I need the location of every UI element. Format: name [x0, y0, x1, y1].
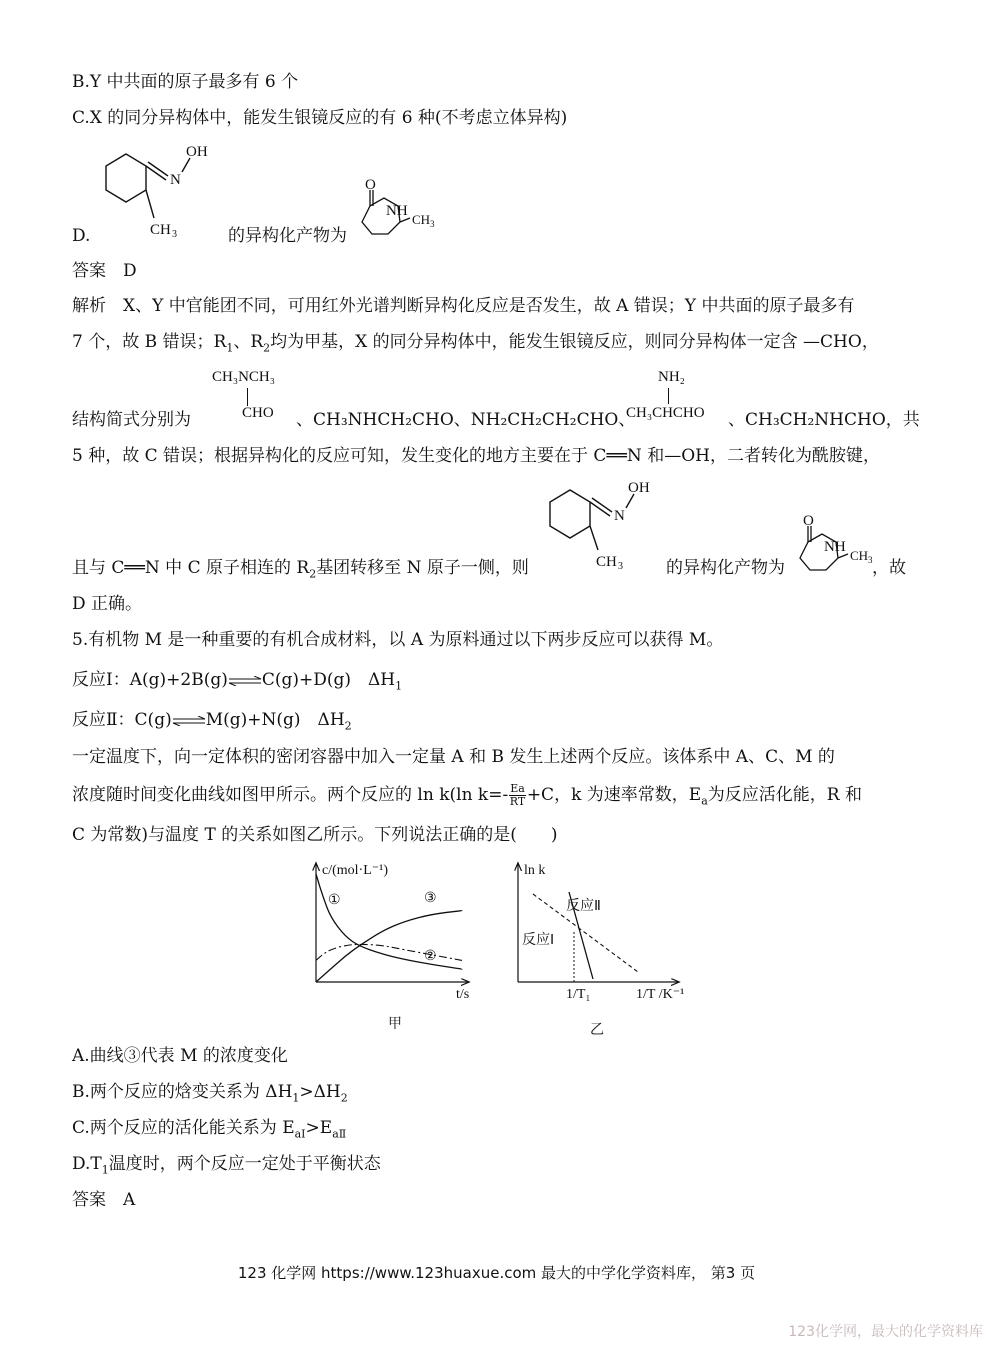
chart-jia-ylabel: c/(mol·L⁻¹): [322, 863, 389, 878]
analysis-line-5a: 且与 C══N 中 C 原子相连的 $R_2$基团转移至 N 原子一侧，则: [72, 558, 529, 581]
svg-text:3: 3: [868, 555, 873, 565]
q5-stem: 5.有机物 M 是一种重要的有机合成材料，以 A 为原料通过以下两步反应可以获得 M。: [72, 630, 724, 650]
q5-paragraph-2: 浓度随时间变化曲线如图甲所示。两个反应的 ln k(ln k=- $\frac{Ea}{RT}$ +C，k 为速率常数，$E_a$为反应活化能，R 和: [72, 782, 862, 808]
option-d-label: D.: [72, 226, 91, 246]
q5-paragraph-3: C 为常数)与温度 T 的关系如图乙所示。下列说法正确的是( ): [72, 825, 558, 845]
analysis-line-5d: 的异构化产物为: [666, 558, 785, 578]
q5-option-c: C.两个反应的活化能关系为 $E_{aⅠ}>E_{aⅡ}$: [72, 1118, 347, 1141]
analysis-line-3a: 结构简式分别为: [72, 410, 191, 430]
option-c: C.X 的同分异构体中，能发生银镜反应的有 6 种(不考虑立体异构): [72, 108, 568, 128]
analysis-line-1: 解析 X、Y 中官能团不同，可用红外光谱判断异构化反应是否发生，故 A 错误；Y 中共面的原子最多有: [72, 296, 855, 316]
chart-jia-title: 甲: [388, 1017, 402, 1032]
analysis-line-6: D 正确。: [72, 594, 143, 614]
curve-2-label: ②: [424, 949, 437, 964]
analysis-line-4: 5 种，故 C 错误；根据异构化的反应可知，发生变化的地方主要在于 C══N 和—OH，二者转化为酰胺键，: [72, 446, 880, 466]
curve-2: [316, 944, 462, 960]
oxime-oh-text: OH: [186, 144, 208, 160]
analysis-line-3b: 、CH₃NHCH₂CHO、NH₂CH₂CH₂CHO、: [296, 410, 636, 430]
reaction-1-label: 反应Ⅰ: [522, 933, 555, 948]
struct-2-top: NH₂: [658, 369, 685, 385]
oxime-ch3-text: CH: [150, 222, 171, 238]
struct-1-bottom: CHO: [242, 405, 274, 421]
analysis-line-2: 7 个，故 B 错误；$R_1$、$R_2$均为甲基，X 的同分异构体中，能发生银镜反应，则同分异构体一定含 —CHO，: [72, 332, 879, 355]
option-d-text: 的异构化产物为: [228, 226, 347, 246]
curve-3: [316, 911, 462, 982]
curve-3-label: ③: [424, 891, 437, 906]
lactam-nh-text: NH: [386, 203, 408, 219]
chart-yi: [500, 852, 690, 1036]
struct-1-top: CH₃NCH₃: [212, 369, 275, 385]
oxime-n-text: N: [170, 172, 181, 188]
curve-1: [316, 874, 462, 969]
svg-text:3: 3: [430, 219, 435, 229]
answer-d: 答案 D: [72, 261, 137, 281]
reaction-2-label: 反应Ⅱ: [566, 899, 601, 914]
q5-paragraph-1: 一定温度下，向一定体积的密闭容器中加入一定量 A 和 B 发生上述两个反应。该体系中 A、C、M 的: [72, 747, 835, 767]
oxime-structure-2: [540, 478, 670, 578]
svg-text:OH: OH: [628, 480, 650, 496]
chart-yi-title: 乙: [590, 1023, 604, 1036]
ea-rt-fraction: $\frac{Ea}{RT}$: [509, 782, 526, 808]
svg-text:CH: CH: [850, 548, 869, 563]
equilibrium-arrow-icon: [172, 716, 206, 726]
chart-yi-xlabel: 1/T /K⁻¹: [636, 987, 685, 1002]
struct-2-bottom: CH₃CHCHO: [626, 405, 705, 421]
q5-option-a: A.曲线③代表 M 的浓度变化: [72, 1046, 288, 1066]
analysis-line-5e: ，故: [872, 558, 906, 578]
watermark: 123化学网，最大的化学资料库: [788, 1324, 983, 1340]
reaction-2: 反应Ⅱ：C(g) M(g)+N(g) $\Delta H_2$: [72, 710, 352, 733]
x-tick-t1: 1/T₁: [566, 987, 591, 1002]
svg-text:CH: CH: [596, 554, 617, 570]
q5-option-d: $D.T_1$温度时，两个反应一定处于平衡状态: [72, 1154, 381, 1177]
option-b: B.Y 中共面的原子最多有 6 个: [72, 72, 299, 92]
lactam-structure-2: [794, 512, 884, 578]
svg-text:3: 3: [172, 229, 177, 240]
answer-a: 答案 A: [72, 1190, 136, 1210]
svg-text:3: 3: [618, 561, 623, 572]
oxime-structure: [96, 140, 226, 244]
reaction-1: 反应Ⅰ：A(g)+2B(g) C(g)+D(g) $\Delta H_1$: [72, 670, 403, 693]
equilibrium-arrow-icon: [228, 676, 262, 686]
svg-text:NH: NH: [824, 539, 846, 555]
lactam-structure: [356, 176, 446, 242]
chart-jia-xlabel: t/s: [456, 987, 470, 1002]
struct-2-bond: [668, 388, 669, 404]
page-footer: 123 化学网 https://www.123huaxue.com 最大的中学化学资料库， 第3 页: [237, 1264, 756, 1282]
analysis-line-3c: 、CH₃CH₂NHCHO，共: [728, 410, 920, 430]
chart-yi-ylabel: ln k: [524, 863, 546, 878]
chart-jia: [300, 852, 490, 1036]
svg-text:N: N: [614, 508, 625, 524]
svg-text:CH: CH: [412, 212, 431, 227]
svg-text:O: O: [803, 513, 814, 529]
curve-1-label: ①: [328, 893, 341, 908]
q5-option-b: B.两个反应的焓变关系为 $\Delta H_1>\Delta H_2$: [72, 1082, 348, 1105]
lactam-o-text: O: [365, 177, 376, 193]
